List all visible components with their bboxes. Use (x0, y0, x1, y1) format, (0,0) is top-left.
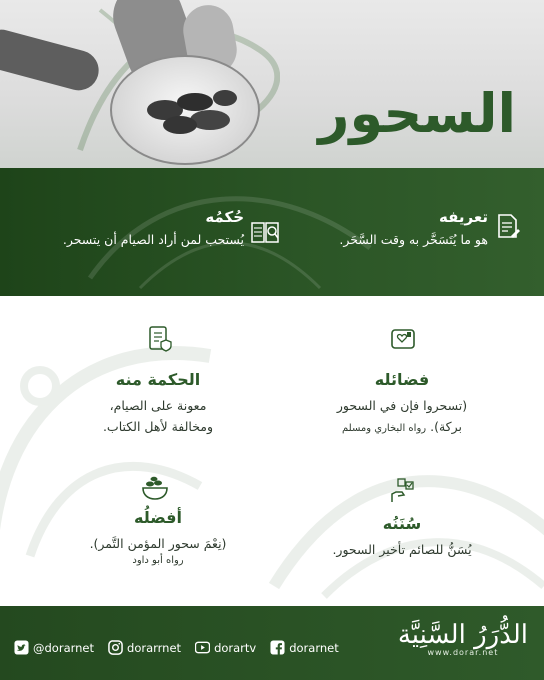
definition-heading: تعريفه (439, 208, 488, 226)
definition-block (339, 208, 488, 247)
hero-photo (0, 0, 544, 170)
virtues-reference: رواه البخاري ومسلم (342, 423, 427, 434)
social-youtube-label: dorartv (214, 640, 257, 655)
youtube-icon (195, 640, 210, 655)
facebook-icon (270, 640, 285, 655)
virtues-line2 (292, 416, 512, 439)
social-facebook[interactable] (270, 640, 339, 655)
checklist-shield-icon (146, 324, 174, 352)
social-links (14, 640, 339, 655)
instagram-icon (108, 640, 123, 655)
social-facebook-label: dorarnet (289, 640, 339, 655)
like-heart-chat-icon (390, 326, 418, 354)
definition-text: هو ما يُتَسَحَّر به وقت السَّحَر. (339, 232, 488, 247)
social-instagram-label: dorarrnet (127, 640, 182, 655)
rationale-heading: الحكمة منه (115, 370, 201, 389)
social-youtube[interactable] (195, 640, 256, 655)
footer-bar (0, 606, 544, 680)
wisdom-text: يُستحب لمن أراد الصيام أن يتسحر. (62, 232, 244, 247)
dates-bowl-icon (140, 474, 170, 502)
wisdom-heading: حُكمُه (205, 208, 244, 226)
virtues-line1: (تسحروا فإن في السحور (336, 398, 468, 413)
best-reference: رواه أبو داود (132, 555, 184, 566)
hand-checkbox-icon (388, 476, 416, 504)
logo-text: الدُّرَرُ السَّنِيَّة (397, 620, 528, 650)
social-twitter[interactable] (14, 640, 94, 655)
best-heading: أفضلُه (134, 508, 182, 527)
open-book-search-icon (250, 218, 282, 246)
rationale-line1: معونة على الصيام، (109, 398, 207, 413)
social-twitter-label: @dorarnet (33, 640, 95, 655)
features-area (0, 296, 544, 606)
brand-logo[interactable] (398, 620, 528, 657)
site-url: www.dorar.net (427, 648, 499, 657)
document-pen-icon (494, 212, 522, 240)
sunnah-block (292, 514, 512, 560)
virtues-heading: فضائله (374, 370, 430, 389)
calligraphy-decoration (264, 416, 544, 606)
definition-band (0, 168, 544, 296)
wisdom-block (63, 208, 244, 247)
dates-shape (140, 80, 240, 140)
sunnah-heading: سُنَنُه (382, 514, 422, 533)
rationale-line2: ومخالفة لأهل الكتاب. (102, 419, 214, 434)
twitter-icon (14, 640, 29, 655)
social-instagram[interactable] (108, 640, 181, 655)
virtues-block (292, 370, 512, 439)
page-title: السحور (318, 82, 516, 145)
rationale-block (48, 370, 268, 437)
virtues-line2-main: بركة). (430, 419, 462, 434)
sunnah-line1: يُسَنُّ للصائم تأخير السحور. (332, 542, 472, 557)
best-line1: (نِعْمَ سحور المؤمن التَّمر). (89, 536, 227, 551)
best-block (48, 508, 268, 571)
